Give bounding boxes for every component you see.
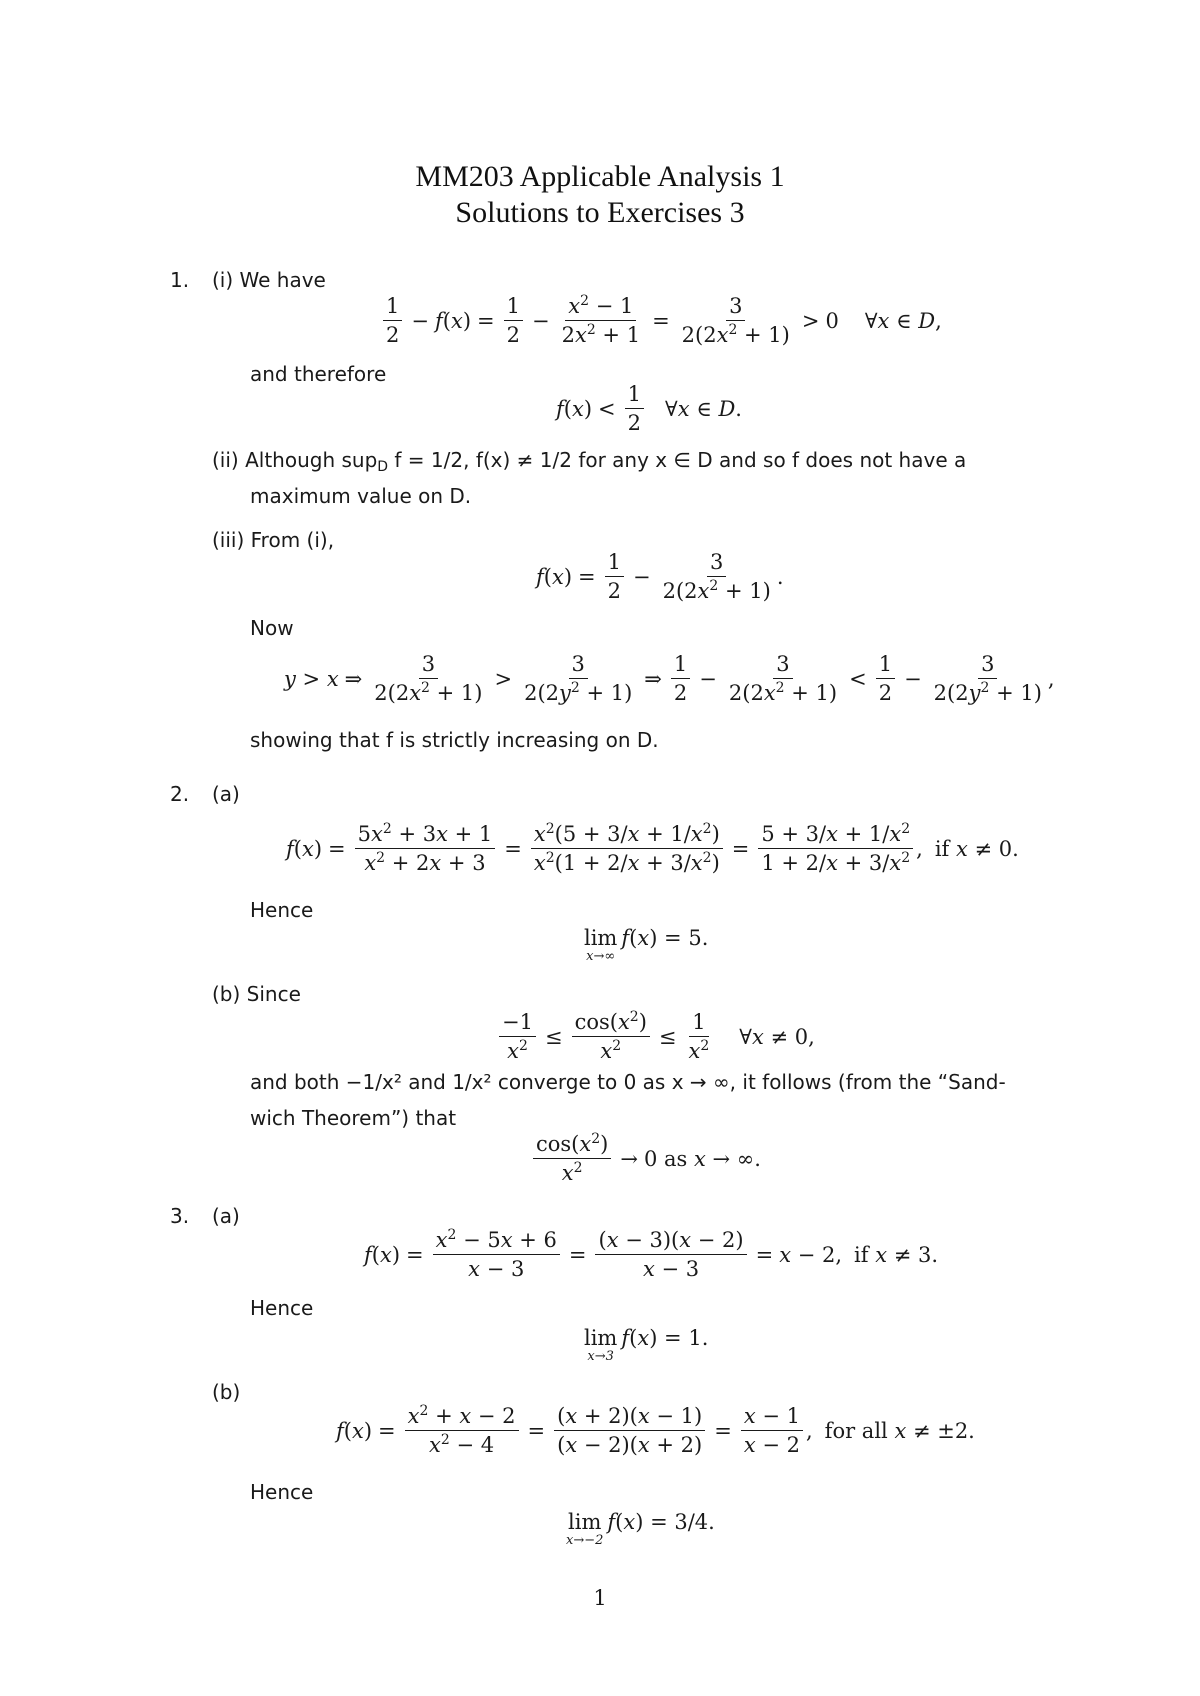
q3-limit-b: lim x→−2 f(x) = 3/4. bbox=[566, 1510, 715, 1548]
q2-number: 2. bbox=[170, 782, 190, 806]
q1-i-intro: (i) We have bbox=[212, 268, 326, 292]
q1-ii-sub: D bbox=[377, 459, 389, 475]
q3-number: 3. bbox=[170, 1204, 190, 1228]
q2-a-label: (a) bbox=[212, 782, 240, 806]
q2-b-text2: wich Theorem”) that bbox=[250, 1106, 457, 1130]
q1-and-therefore: and therefore bbox=[250, 362, 387, 386]
page-title-line2: Solutions to Exercises 3 bbox=[455, 196, 745, 229]
q3-eq1: f(x) = $\frac{x^2 - 5x + 6}{x - 3}$ = $\frac{(x - 3)(x - 2)}{x - 3}$ = x − 2, if x ≠ 3. bbox=[364, 1227, 939, 1281]
q2-b-text1: and both −1/x² and 1/x² converge to 0 as x → ∞, it follows (from the “Sand- bbox=[250, 1070, 1006, 1094]
q1-ii-line2: maximum value on D. bbox=[250, 484, 472, 508]
q1-ii-sup: (ii) Although sup bbox=[212, 448, 378, 472]
q3-hence-a: Hence bbox=[250, 1296, 314, 1320]
q1-conclusion: showing that f is strictly increasing on D. bbox=[250, 728, 659, 752]
q1-ii-rest: f = 1/2, f(x) ≠ 1/2 for any x ∈ D and so f does not have a bbox=[388, 448, 967, 472]
q1-ii-line1 bbox=[212, 448, 967, 475]
q2-eq2: $\frac{-1}{x^2}$ ≤ $\frac{\cos(x^2)}{x^2}$ ≤ $\frac{1}{x^2}$ ∀x ≠ 0, bbox=[496, 1008, 815, 1065]
q2-eq3: $\frac{\cos(x^2)}{x^2}$ → 0 as x → ∞. bbox=[530, 1130, 761, 1187]
q1-number: 1. bbox=[170, 268, 190, 292]
q1-now: Now bbox=[250, 616, 294, 640]
q3-limit-a: lim x→3 f(x) = 1. bbox=[584, 1326, 709, 1364]
q1-eq2: f(x) < $\frac{1}{2}$ ∀x ∈ D. bbox=[556, 382, 742, 435]
q2-hence: Hence bbox=[250, 898, 314, 922]
q1-iii-intro: (iii) From (i), bbox=[212, 528, 335, 552]
q3-a-label: (a) bbox=[212, 1204, 240, 1228]
q2-eq1: f(x) = $\frac{5x^2 + 3x + 1}{x^2 + 2x + 3}$ = $\frac{x^2(5 + 3/x + 1/x^2)}{x^2(1 + 2/x + 3/x^2)}$ = $\frac{5 + 3/x + 1/x^2}{1 + 2/x + 3/x^2}$ , if x ≠ 0. bbox=[286, 821, 1019, 875]
page-title-line1: MM203 Applicable Analysis 1 bbox=[415, 160, 785, 193]
q1-eq4: y > x ⇒ $\frac{3}{2(2x^2 + 1)}$ > $\frac{3}{2(2y^2 + 1)}$ ⇒ $\frac{1}{2}$ − $\frac{3}{2(2x^2 + 1)}$ < $\frac{1}{2}$ − $\frac{3}{2(2y^2 + 1)}$ , bbox=[284, 652, 1055, 705]
page-number: 1 bbox=[593, 1586, 607, 1610]
q2-b-intro: (b) Since bbox=[212, 982, 301, 1006]
q3-eq2: f(x) = $\frac{x^2 + x - 2}{x^2 - 4}$ = $\frac{(x + 2)(x - 1)}{(x - 2)(x + 2)}$ = $\frac{x - 1}{x - 2}$ , for all x ≠ ±2. bbox=[336, 1403, 975, 1457]
q3-b-label: (b) bbox=[212, 1380, 241, 1404]
q1-eq1: $\frac{1}{2}$ − f(x) = $\frac{1}{2}$ − $\frac{x^2 - 1}{2x^2 + 1}$ = $\frac{3}{2(2x^2 + 1)}$ > 0 ∀x ∈ D, bbox=[380, 292, 942, 349]
q3-hence-b: Hence bbox=[250, 1480, 314, 1504]
q2-limit: lim x→∞ f(x) = 5. bbox=[584, 926, 709, 964]
q1-eq3: f(x) = $\frac{1}{2}$ − $\frac{3}{2(2x^2 + 1)}$ . bbox=[536, 550, 784, 603]
